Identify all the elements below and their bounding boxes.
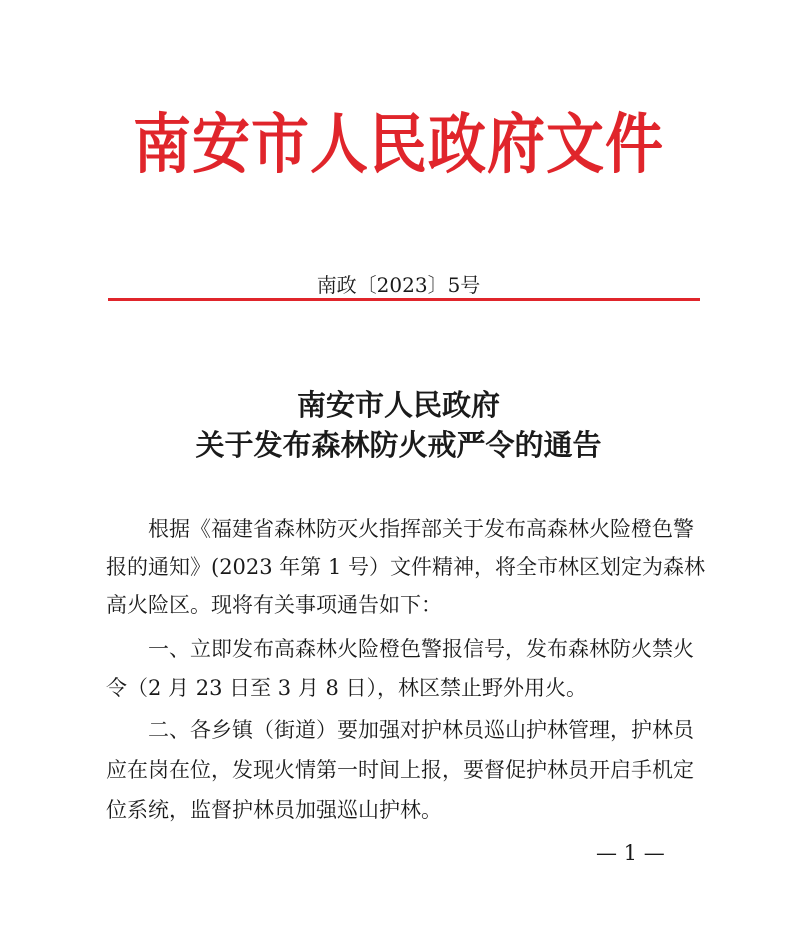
red-divider-line [108, 298, 700, 301]
paragraph-3-line-2: 应在岗在位，发现火情第一时间上报，要督促护林员开启手机定 [106, 758, 694, 782]
paragraph-3-line-3: 位系统，监督护林员加强巡山护林。 [106, 798, 442, 822]
paragraph-1-line-2: 报的通知》(2023 年第 1 号）文件精神，将全市林区划定为森林 [106, 555, 706, 579]
paragraph-2-line-1: 一、立即发布高森林火险橙色警报信号，发布森林防火禁火 [148, 637, 694, 661]
notice-title-line-2: 关于发布森林防火戒严令的通告 [195, 428, 602, 462]
page-number: — 1 — [596, 841, 665, 865]
notice-title-line-1: 南安市人民政府 [296, 388, 500, 422]
paragraph-3-line-1: 二、各乡镇（街道）要加强对护林员巡山护林管理，护林员 [148, 718, 694, 742]
paragraph-1-line-1: 根据《福建省森林防灭火指挥部关于发布高森林火险橙色警 [148, 517, 694, 541]
paragraph-1-line-3: 高火险区。现将有关事项通告如下： [106, 593, 442, 617]
document-number: 南政〔2023〕5号 [316, 273, 481, 297]
paragraph-2-line-2: 令（2 月 23 日至 3 月 8 日），林区禁止野外用火。 [106, 676, 588, 700]
masthead-title: 南安市人民政府文件 [132, 105, 664, 183]
